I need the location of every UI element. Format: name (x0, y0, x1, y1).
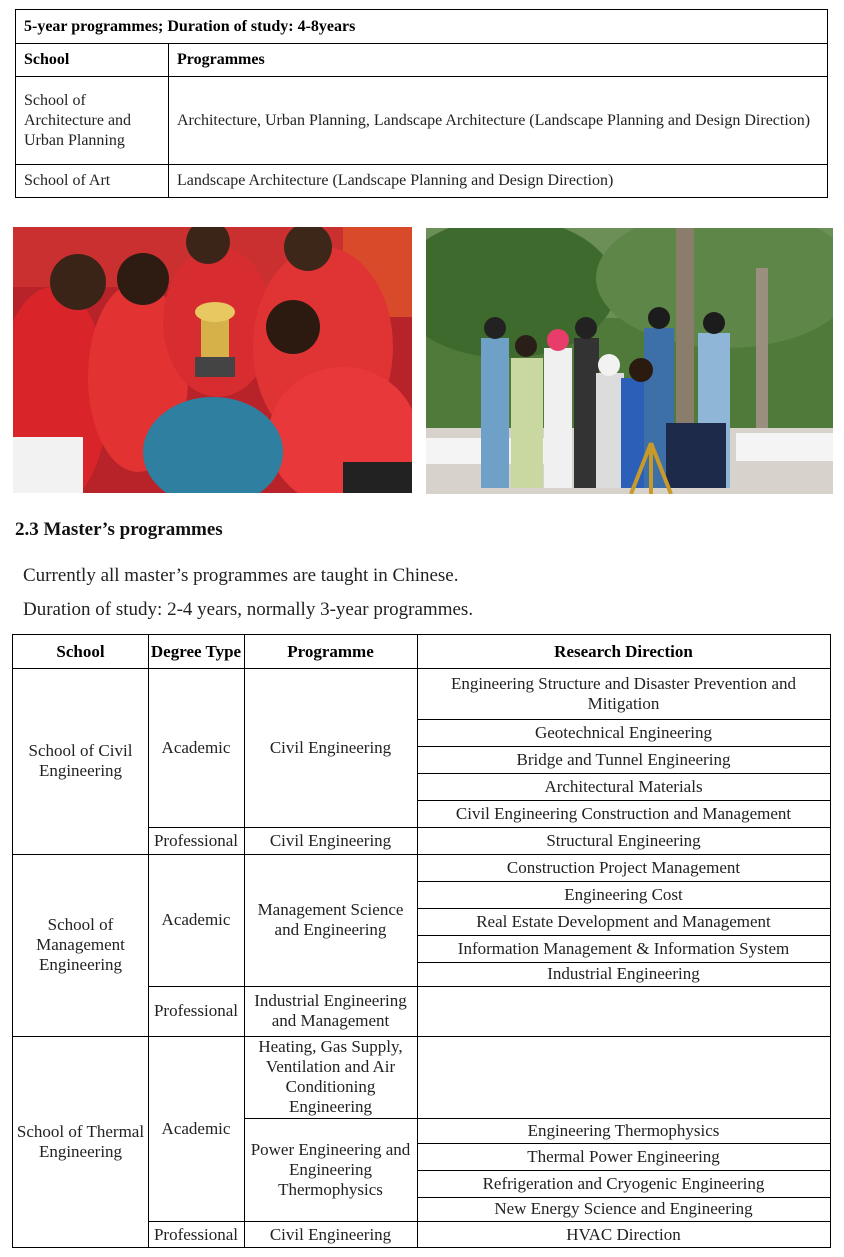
research-direction-cell: Structural Engineering (546, 830, 701, 850)
programme-cell: Civil Engineering (269, 830, 392, 850)
column-header-degree-type: Degree Type (150, 641, 242, 661)
table-row-school: School of Architecture and Urban Planning (24, 91, 132, 149)
research-direction-cell: Architectural Materials (544, 776, 703, 796)
research-direction-cell: Civil Engineering Construction and Management (455, 803, 792, 823)
school-cell: School of Thermal Engineering (16, 1122, 145, 1161)
research-direction-cell: HVAC Direction (566, 1224, 681, 1244)
degree-type-cell: Professional (153, 1001, 239, 1020)
research-direction-cell: Real Estate Development and Management (476, 911, 771, 931)
school-cell: School of Management Engineering (36, 915, 125, 974)
soccer-team-celebration-photo (13, 227, 412, 493)
research-direction-cell: Industrial Engineering (547, 964, 700, 983)
table-row-programmes: Landscape Architecture (Landscape Planning and Design Direction) (177, 172, 614, 189)
column-header-research-direction: Research Direction (554, 641, 693, 661)
programme-cell: Industrial Engineering and Management (254, 991, 407, 1030)
programme-cell: Power Engineering and Engineering Thermophysics (250, 1139, 411, 1199)
research-direction-cell: Refrigeration and Cryogenic Engineering (482, 1173, 765, 1193)
programme-cell: Heating, Gas Supply, Ventilation and Air Conditioning Engineering (258, 1037, 403, 1116)
research-direction-cell: Construction Project Management (506, 857, 741, 877)
degree-type-cell: Professional (153, 1224, 239, 1244)
column-header-school: School (24, 51, 70, 68)
research-direction-cell: Engineering Structure and Disaster Prevention and Mitigation (450, 673, 797, 713)
degree-type-cell: Academic (161, 910, 231, 929)
programme-cell: Civil Engineering (269, 1224, 392, 1244)
table-row-school: School of Art (24, 172, 111, 189)
programme-cell: Management Science and Engineering (257, 900, 404, 939)
research-direction-cell: Bridge and Tunnel Engineering (516, 749, 731, 769)
column-header-programmes: Programmes (177, 51, 265, 68)
paragraph-language: Currently all master’s programmes are taught in Chinese. (23, 565, 459, 586)
school-cell: School of Civil Engineering (28, 741, 133, 780)
table-caption: 5-year programmes; Duration of study: 4-8years (24, 17, 356, 35)
paragraph-duration: Duration of study: 2-4 years, normally 3-year programmes. (23, 599, 474, 620)
research-direction-cell: Engineering Thermophysics (527, 1120, 720, 1140)
table-row-programmes: Architecture, Urban Planning, Landscape Architecture (Landscape Planning and Design Direction) (177, 111, 811, 129)
degree-type-cell: Academic (161, 738, 231, 757)
research-direction-cell: Thermal Power Engineering (527, 1146, 720, 1166)
column-header-programme: Programme (287, 641, 374, 661)
research-direction-cell: New Energy Science and Engineering (494, 1199, 753, 1218)
research-direction-cell: Information Management & Information System (457, 938, 790, 958)
undergraduate-programmes-table (15, 9, 828, 198)
masters-programmes-table (12, 634, 831, 1248)
section-heading: 2.3 Master’s programmes (15, 519, 223, 540)
students-surveying-outdoors-photo (426, 228, 833, 494)
degree-type-cell: Academic (161, 1118, 231, 1138)
degree-type-cell: Professional (153, 830, 239, 850)
research-direction-cell: Geotechnical Engineering (534, 722, 712, 742)
research-direction-cell: Engineering Cost (564, 884, 683, 904)
column-header-school: School (56, 641, 105, 661)
programme-cell: Civil Engineering (269, 738, 392, 757)
